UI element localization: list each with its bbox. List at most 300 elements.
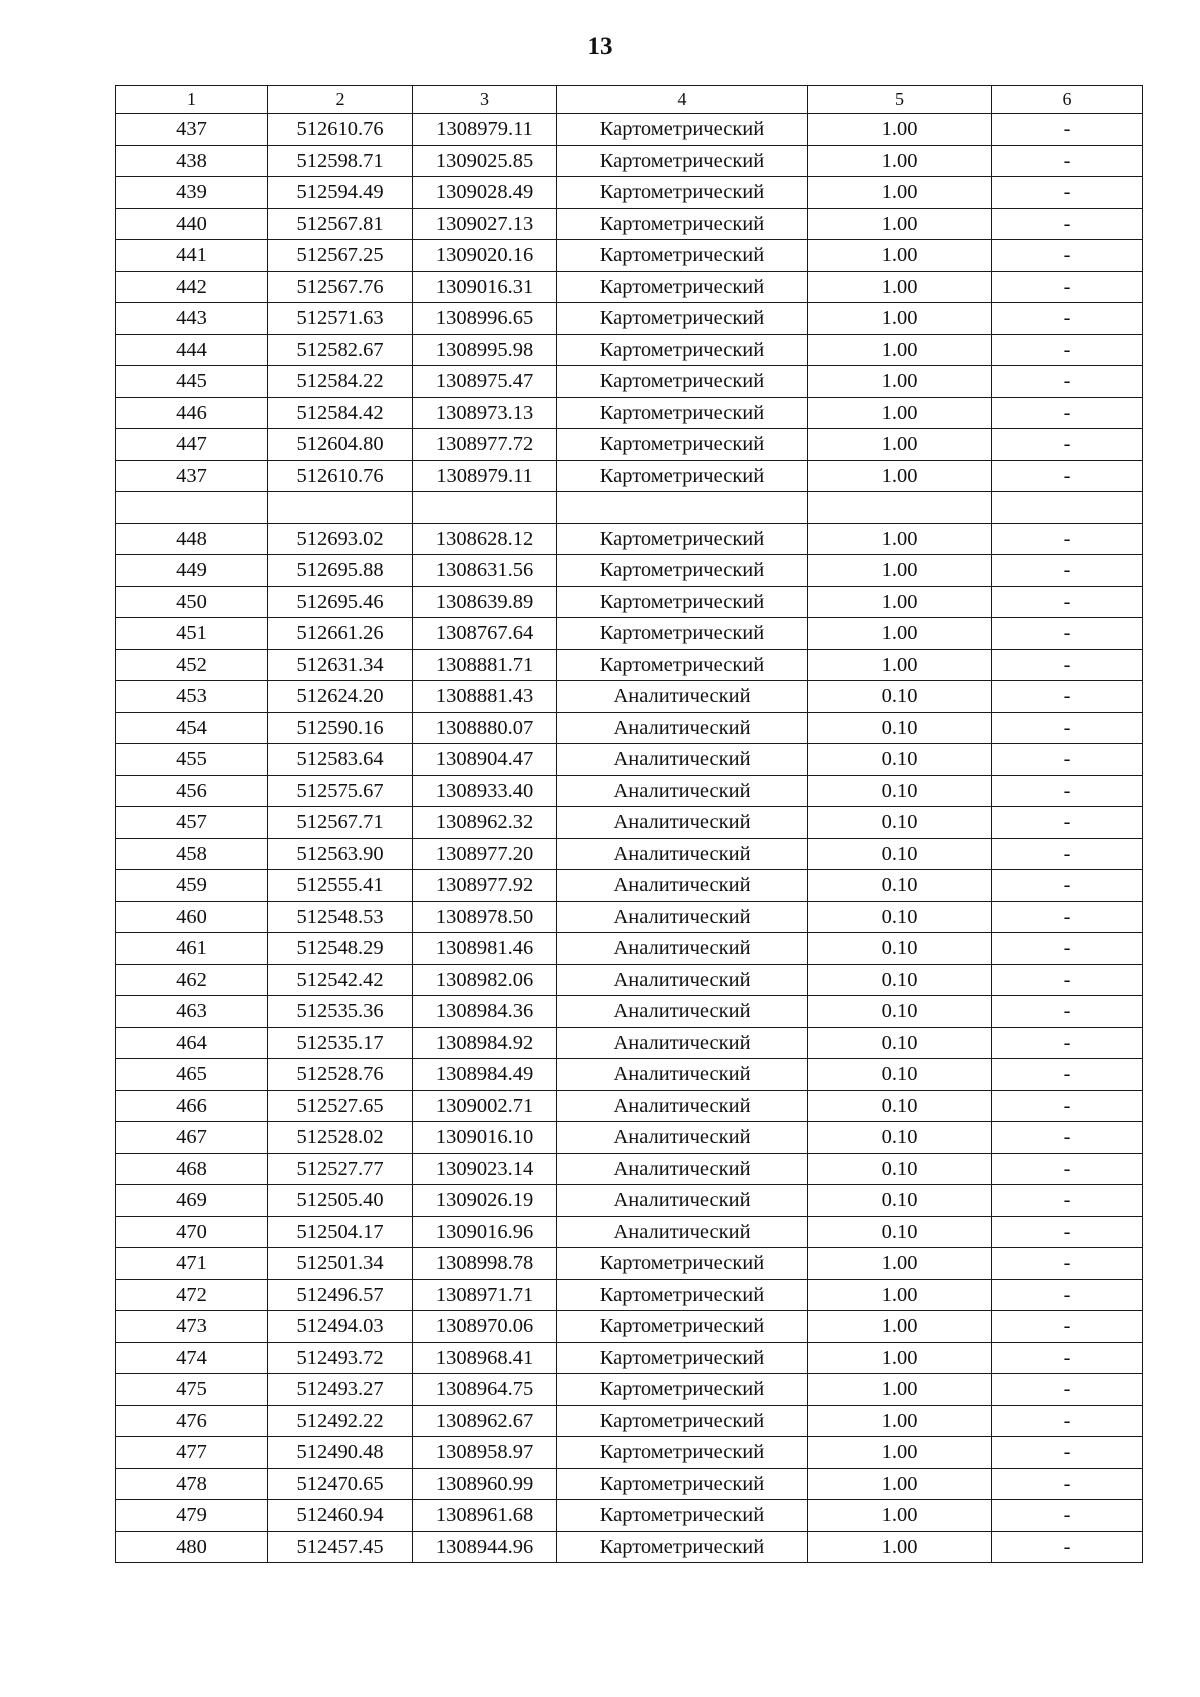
table-row: [116, 555, 1143, 587]
note-cell: -: [992, 145, 1143, 177]
x-coordinate-cell: 512470.65: [268, 1468, 413, 1500]
point-number-cell: 478: [116, 1468, 268, 1500]
y-coordinate-cell: 1308984.92: [413, 1027, 557, 1059]
method-cell: Картометрический: [557, 555, 808, 587]
point-number-cell: 470: [116, 1216, 268, 1248]
x-coordinate-cell: 512563.90: [268, 838, 413, 870]
y-coordinate-cell: 1308984.36: [413, 996, 557, 1028]
y-coordinate-cell: [413, 492, 557, 524]
accuracy-cell: 0.10: [808, 681, 992, 713]
accuracy-cell: 1.00: [808, 1374, 992, 1406]
y-coordinate-cell: 1309002.71: [413, 1090, 557, 1122]
method-cell: Картометрический: [557, 240, 808, 272]
point-number-cell: 438: [116, 145, 268, 177]
accuracy-cell: 1.00: [808, 523, 992, 555]
y-coordinate-cell: 1308881.71: [413, 649, 557, 681]
table-row: [116, 775, 1143, 807]
y-coordinate-cell: 1308628.12: [413, 523, 557, 555]
note-cell: -: [992, 1279, 1143, 1311]
point-number-cell: 446: [116, 397, 268, 429]
accuracy-cell: 1.00: [808, 397, 992, 429]
table-row: [116, 586, 1143, 618]
method-cell: Картометрический: [557, 208, 808, 240]
x-coordinate-cell: 512548.53: [268, 901, 413, 933]
method-cell: Картометрический: [557, 334, 808, 366]
method-cell: Картометрический: [557, 271, 808, 303]
point-number-cell: 455: [116, 744, 268, 776]
method-cell: Картометрический: [557, 1437, 808, 1469]
x-coordinate-cell: 512567.76: [268, 271, 413, 303]
table-row: [116, 334, 1143, 366]
note-cell: -: [992, 366, 1143, 398]
note-cell: -: [992, 775, 1143, 807]
method-cell: Картометрический: [557, 1374, 808, 1406]
point-number-cell: 451: [116, 618, 268, 650]
x-coordinate-cell: 512548.29: [268, 933, 413, 965]
table-row: [116, 1468, 1143, 1500]
x-coordinate-cell: 512571.63: [268, 303, 413, 335]
point-number-cell: 453: [116, 681, 268, 713]
method-cell: Картометрический: [557, 618, 808, 650]
method-cell: Аналитический: [557, 1122, 808, 1154]
point-number-cell: [116, 492, 268, 524]
method-cell: Картометрический: [557, 1342, 808, 1374]
method-cell: Аналитический: [557, 964, 808, 996]
accuracy-cell: 1.00: [808, 303, 992, 335]
table-row: [116, 1153, 1143, 1185]
point-number-cell: 461: [116, 933, 268, 965]
table-row: [116, 838, 1143, 870]
table-row: [116, 366, 1143, 398]
table-row: [116, 208, 1143, 240]
y-coordinate-cell: 1308973.13: [413, 397, 557, 429]
table-row: [116, 145, 1143, 177]
y-coordinate-cell: 1308982.06: [413, 964, 557, 996]
table-row: [116, 964, 1143, 996]
y-coordinate-cell: 1308964.75: [413, 1374, 557, 1406]
method-cell: Аналитический: [557, 712, 808, 744]
x-coordinate-cell: 512490.48: [268, 1437, 413, 1469]
y-coordinate-cell: 1308995.98: [413, 334, 557, 366]
accuracy-cell: 0.10: [808, 996, 992, 1028]
header-cell-1: 1: [116, 86, 268, 114]
accuracy-cell: 0.10: [808, 870, 992, 902]
header-cell-6: 6: [992, 86, 1143, 114]
accuracy-cell: 1.00: [808, 460, 992, 492]
table-row: [116, 996, 1143, 1028]
y-coordinate-cell: 1309016.31: [413, 271, 557, 303]
note-cell: -: [992, 964, 1143, 996]
y-coordinate-cell: 1308960.99: [413, 1468, 557, 1500]
method-cell: Аналитический: [557, 1090, 808, 1122]
y-coordinate-cell: 1308996.65: [413, 303, 557, 335]
x-coordinate-cell: 512528.76: [268, 1059, 413, 1091]
table-row: [116, 1531, 1143, 1563]
table-row: [116, 618, 1143, 650]
y-coordinate-cell: 1308880.07: [413, 712, 557, 744]
table-row: [116, 649, 1143, 681]
y-coordinate-cell: 1308631.56: [413, 555, 557, 587]
table-row: [116, 712, 1143, 744]
table-row: [116, 681, 1143, 713]
point-number-cell: 442: [116, 271, 268, 303]
accuracy-cell: 0.10: [808, 1122, 992, 1154]
method-cell: Аналитический: [557, 933, 808, 965]
x-coordinate-cell: 512584.42: [268, 397, 413, 429]
point-number-cell: 471: [116, 1248, 268, 1280]
table-row: [116, 1437, 1143, 1469]
table-row: [116, 1027, 1143, 1059]
point-number-cell: 480: [116, 1531, 268, 1563]
point-number-cell: 437: [116, 114, 268, 146]
x-coordinate-cell: 512501.34: [268, 1248, 413, 1280]
header-row: [116, 86, 1143, 114]
accuracy-cell: 0.10: [808, 1185, 992, 1217]
method-cell: Картометрический: [557, 177, 808, 209]
point-number-cell: 443: [116, 303, 268, 335]
x-coordinate-cell: 512460.94: [268, 1500, 413, 1532]
point-number-cell: 448: [116, 523, 268, 555]
method-cell: Аналитический: [557, 1153, 808, 1185]
note-cell: -: [992, 114, 1143, 146]
y-coordinate-cell: 1308933.40: [413, 775, 557, 807]
note-cell: -: [992, 996, 1143, 1028]
x-coordinate-cell: 512555.41: [268, 870, 413, 902]
method-cell: Картометрический: [557, 1405, 808, 1437]
accuracy-cell: 0.10: [808, 901, 992, 933]
x-coordinate-cell: 512583.64: [268, 744, 413, 776]
note-cell: -: [992, 807, 1143, 839]
accuracy-cell: 1.00: [808, 366, 992, 398]
point-number-cell: 444: [116, 334, 268, 366]
table-row: [116, 271, 1143, 303]
y-coordinate-cell: 1308962.32: [413, 807, 557, 839]
method-cell: Картометрический: [557, 460, 808, 492]
point-number-cell: 450: [116, 586, 268, 618]
accuracy-cell: 1.00: [808, 1437, 992, 1469]
note-cell: [992, 492, 1143, 524]
x-coordinate-cell: 512693.02: [268, 523, 413, 555]
point-number-cell: 467: [116, 1122, 268, 1154]
point-number-cell: 458: [116, 838, 268, 870]
y-coordinate-cell: 1308978.50: [413, 901, 557, 933]
point-number-cell: 476: [116, 1405, 268, 1437]
note-cell: -: [992, 555, 1143, 587]
point-number-cell: 449: [116, 555, 268, 587]
point-number-cell: 437: [116, 460, 268, 492]
x-coordinate-cell: 512493.72: [268, 1342, 413, 1374]
note-cell: -: [992, 649, 1143, 681]
x-coordinate-cell: 512527.65: [268, 1090, 413, 1122]
y-coordinate-cell: 1308979.11: [413, 460, 557, 492]
note-cell: -: [992, 1122, 1143, 1154]
table-row: [116, 177, 1143, 209]
x-coordinate-cell: 512695.46: [268, 586, 413, 618]
accuracy-cell: 0.10: [808, 933, 992, 965]
accuracy-cell: 1.00: [808, 586, 992, 618]
table-row: [116, 1311, 1143, 1343]
point-number-cell: 469: [116, 1185, 268, 1217]
x-coordinate-cell: 512528.02: [268, 1122, 413, 1154]
page-number: 13: [587, 33, 613, 60]
point-number-cell: 447: [116, 429, 268, 461]
x-coordinate-cell: 512575.67: [268, 775, 413, 807]
note-cell: -: [992, 744, 1143, 776]
accuracy-cell: 1.00: [808, 1311, 992, 1343]
x-coordinate-cell: 512492.22: [268, 1405, 413, 1437]
accuracy-cell: 1.00: [808, 334, 992, 366]
header-cell-2: 2: [268, 86, 413, 114]
x-coordinate-cell: 512661.26: [268, 618, 413, 650]
note-cell: -: [992, 618, 1143, 650]
table-row: [116, 807, 1143, 839]
table-row: [116, 429, 1143, 461]
x-coordinate-cell: 512567.81: [268, 208, 413, 240]
note-cell: -: [992, 460, 1143, 492]
y-coordinate-cell: 1309025.85: [413, 145, 557, 177]
y-coordinate-cell: 1308962.67: [413, 1405, 557, 1437]
note-cell: -: [992, 303, 1143, 335]
note-cell: -: [992, 1248, 1143, 1280]
x-coordinate-cell: [268, 492, 413, 524]
x-coordinate-cell: 512695.88: [268, 555, 413, 587]
x-coordinate-cell: 512624.20: [268, 681, 413, 713]
point-number-cell: 475: [116, 1374, 268, 1406]
method-cell: Картометрический: [557, 114, 808, 146]
method-cell: Аналитический: [557, 870, 808, 902]
method-cell: Картометрический: [557, 1531, 808, 1563]
table-row: [116, 1090, 1143, 1122]
x-coordinate-cell: 512527.77: [268, 1153, 413, 1185]
note-cell: -: [992, 1216, 1143, 1248]
y-coordinate-cell: 1309016.96: [413, 1216, 557, 1248]
method-cell: Картометрический: [557, 649, 808, 681]
table-row: [116, 114, 1143, 146]
x-coordinate-cell: 512496.57: [268, 1279, 413, 1311]
point-number-cell: 472: [116, 1279, 268, 1311]
method-cell: Картометрический: [557, 366, 808, 398]
x-coordinate-cell: 512567.71: [268, 807, 413, 839]
table-row: [116, 492, 1143, 524]
y-coordinate-cell: 1309016.10: [413, 1122, 557, 1154]
point-number-cell: 477: [116, 1437, 268, 1469]
table-header: [116, 86, 1143, 114]
x-coordinate-cell: 512493.27: [268, 1374, 413, 1406]
x-coordinate-cell: 512610.76: [268, 460, 413, 492]
note-cell: -: [992, 397, 1143, 429]
accuracy-cell: 0.10: [808, 964, 992, 996]
y-coordinate-cell: 1308984.49: [413, 1059, 557, 1091]
note-cell: -: [992, 271, 1143, 303]
point-number-cell: 474: [116, 1342, 268, 1374]
y-coordinate-cell: 1308961.68: [413, 1500, 557, 1532]
table-row: [116, 1059, 1143, 1091]
note-cell: -: [992, 1153, 1143, 1185]
accuracy-cell: 1.00: [808, 1468, 992, 1500]
method-cell: Аналитический: [557, 1059, 808, 1091]
method-cell: Картометрический: [557, 1500, 808, 1532]
note-cell: -: [992, 1531, 1143, 1563]
method-cell: Аналитический: [557, 681, 808, 713]
accuracy-cell: 1.00: [808, 429, 992, 461]
accuracy-cell: 1.00: [808, 1248, 992, 1280]
note-cell: -: [992, 1090, 1143, 1122]
y-coordinate-cell: 1308958.97: [413, 1437, 557, 1469]
x-coordinate-cell: 512494.03: [268, 1311, 413, 1343]
point-number-cell: 479: [116, 1500, 268, 1532]
method-cell: Картометрический: [557, 586, 808, 618]
point-number-cell: 454: [116, 712, 268, 744]
point-number-cell: 440: [116, 208, 268, 240]
point-number-cell: 445: [116, 366, 268, 398]
note-cell: -: [992, 1311, 1143, 1343]
coordinates-table: [115, 85, 1143, 1563]
note-cell: -: [992, 1059, 1143, 1091]
x-coordinate-cell: 512594.49: [268, 177, 413, 209]
accuracy-cell: 0.10: [808, 1059, 992, 1091]
table-row: [116, 901, 1143, 933]
y-coordinate-cell: 1308904.47: [413, 744, 557, 776]
note-cell: -: [992, 1500, 1143, 1532]
point-number-cell: 456: [116, 775, 268, 807]
note-cell: -: [992, 1374, 1143, 1406]
table-row: [116, 397, 1143, 429]
table-row: [116, 1216, 1143, 1248]
y-coordinate-cell: 1308639.89: [413, 586, 557, 618]
x-coordinate-cell: 512457.45: [268, 1531, 413, 1563]
table-row: [116, 1374, 1143, 1406]
y-coordinate-cell: 1309020.16: [413, 240, 557, 272]
note-cell: -: [992, 1027, 1143, 1059]
table-row: [116, 744, 1143, 776]
y-coordinate-cell: 1308968.41: [413, 1342, 557, 1374]
x-coordinate-cell: 512610.76: [268, 114, 413, 146]
method-cell: Аналитический: [557, 901, 808, 933]
table-body: [116, 114, 1143, 1563]
table-row: [116, 1185, 1143, 1217]
point-number-cell: 473: [116, 1311, 268, 1343]
table-row: [116, 1248, 1143, 1280]
method-cell: Картометрический: [557, 1311, 808, 1343]
accuracy-cell: 1.00: [808, 145, 992, 177]
method-cell: Картометрический: [557, 145, 808, 177]
x-coordinate-cell: 512505.40: [268, 1185, 413, 1217]
accuracy-cell: 1.00: [808, 1500, 992, 1532]
point-number-cell: 468: [116, 1153, 268, 1185]
table-row: [116, 870, 1143, 902]
table-row: [116, 523, 1143, 555]
point-number-cell: 465: [116, 1059, 268, 1091]
table-row: [116, 240, 1143, 272]
x-coordinate-cell: 512567.25: [268, 240, 413, 272]
y-coordinate-cell: 1309026.19: [413, 1185, 557, 1217]
note-cell: -: [992, 1185, 1143, 1217]
note-cell: -: [992, 240, 1143, 272]
x-coordinate-cell: 512584.22: [268, 366, 413, 398]
accuracy-cell: 1.00: [808, 649, 992, 681]
y-coordinate-cell: 1308767.64: [413, 618, 557, 650]
header-cell-3: 3: [413, 86, 557, 114]
x-coordinate-cell: 512535.17: [268, 1027, 413, 1059]
table-row: [116, 1342, 1143, 1374]
x-coordinate-cell: 512598.71: [268, 145, 413, 177]
accuracy-cell: 1.00: [808, 114, 992, 146]
method-cell: Аналитический: [557, 1027, 808, 1059]
y-coordinate-cell: 1308970.06: [413, 1311, 557, 1343]
table-row: [116, 1122, 1143, 1154]
note-cell: -: [992, 933, 1143, 965]
y-coordinate-cell: 1309028.49: [413, 177, 557, 209]
method-cell: Аналитический: [557, 744, 808, 776]
point-number-cell: 459: [116, 870, 268, 902]
method-cell: Картометрический: [557, 303, 808, 335]
y-coordinate-cell: 1309027.13: [413, 208, 557, 240]
accuracy-cell: 1.00: [808, 177, 992, 209]
note-cell: -: [992, 1468, 1143, 1500]
note-cell: -: [992, 838, 1143, 870]
y-coordinate-cell: 1308977.92: [413, 870, 557, 902]
table-row: [116, 933, 1143, 965]
y-coordinate-cell: 1308881.43: [413, 681, 557, 713]
accuracy-cell: 0.10: [808, 712, 992, 744]
accuracy-cell: 1.00: [808, 618, 992, 650]
y-coordinate-cell: 1308979.11: [413, 114, 557, 146]
method-cell: Картометрический: [557, 1468, 808, 1500]
y-coordinate-cell: 1308977.72: [413, 429, 557, 461]
table-row: [116, 303, 1143, 335]
note-cell: -: [992, 1342, 1143, 1374]
x-coordinate-cell: 512535.36: [268, 996, 413, 1028]
accuracy-cell: 0.10: [808, 1153, 992, 1185]
point-number-cell: 463: [116, 996, 268, 1028]
accuracy-cell: 1.00: [808, 208, 992, 240]
table-row: [116, 1279, 1143, 1311]
method-cell: Картометрический: [557, 1279, 808, 1311]
method-cell: [557, 492, 808, 524]
y-coordinate-cell: 1308977.20: [413, 838, 557, 870]
note-cell: -: [992, 1437, 1143, 1469]
point-number-cell: 441: [116, 240, 268, 272]
note-cell: -: [992, 681, 1143, 713]
method-cell: Аналитический: [557, 807, 808, 839]
accuracy-cell: 1.00: [808, 240, 992, 272]
header-cell-5: 5: [808, 86, 992, 114]
note-cell: -: [992, 429, 1143, 461]
point-number-cell: 462: [116, 964, 268, 996]
accuracy-cell: 0.10: [808, 807, 992, 839]
note-cell: -: [992, 901, 1143, 933]
accuracy-cell: 1.00: [808, 271, 992, 303]
accuracy-cell: 1.00: [808, 555, 992, 587]
method-cell: Картометрический: [557, 1248, 808, 1280]
note-cell: -: [992, 208, 1143, 240]
accuracy-cell: 1.00: [808, 1342, 992, 1374]
point-number-cell: 452: [116, 649, 268, 681]
point-number-cell: 439: [116, 177, 268, 209]
x-coordinate-cell: 512604.80: [268, 429, 413, 461]
method-cell: Аналитический: [557, 838, 808, 870]
y-coordinate-cell: 1308944.96: [413, 1531, 557, 1563]
note-cell: -: [992, 712, 1143, 744]
x-coordinate-cell: 512631.34: [268, 649, 413, 681]
method-cell: Картометрический: [557, 429, 808, 461]
note-cell: -: [992, 334, 1143, 366]
accuracy-cell: 0.10: [808, 1027, 992, 1059]
header-cell-4: 4: [557, 86, 808, 114]
accuracy-cell: 1.00: [808, 1405, 992, 1437]
accuracy-cell: 1.00: [808, 1531, 992, 1563]
point-number-cell: 464: [116, 1027, 268, 1059]
